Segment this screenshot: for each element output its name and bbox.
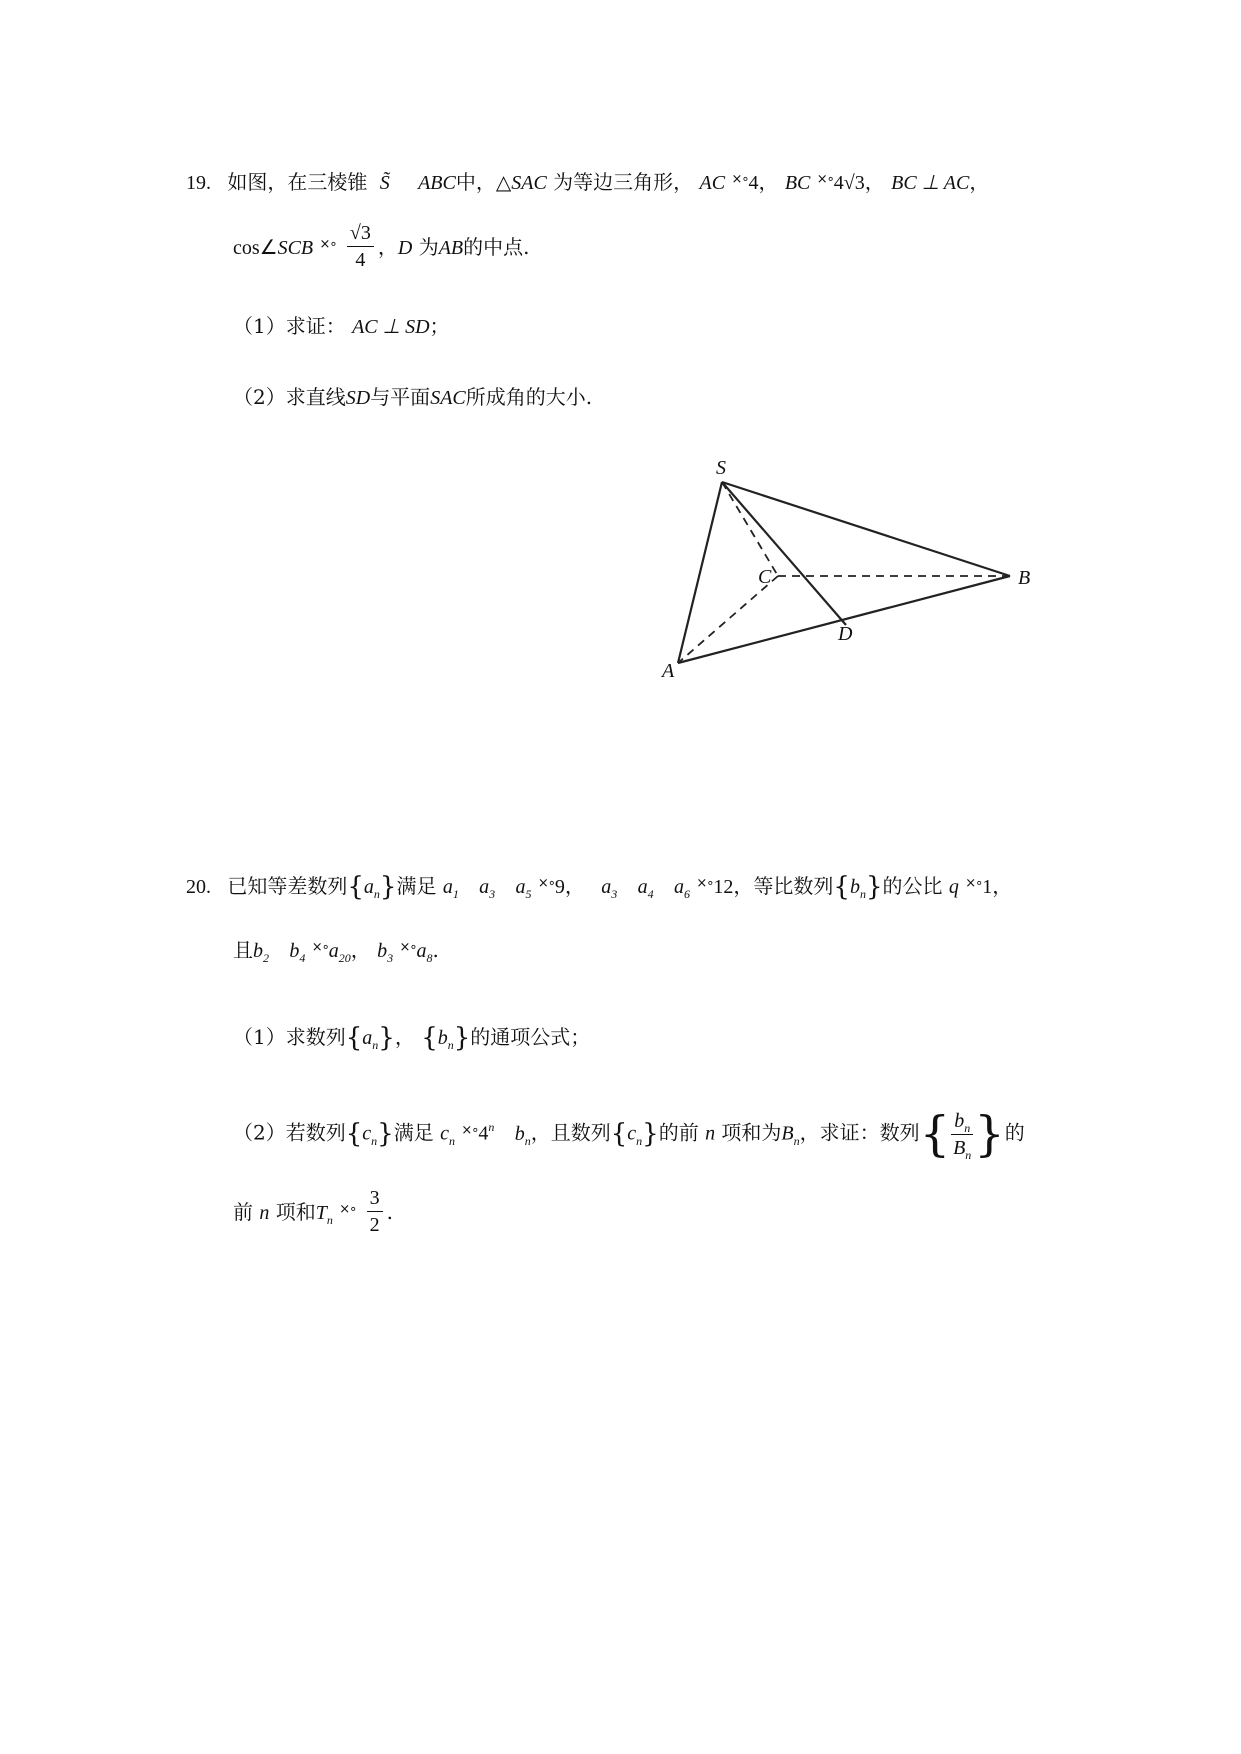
math-b: b bbox=[253, 940, 263, 962]
punct: . bbox=[432, 938, 439, 962]
q19-text: 如图，在三棱锥 bbox=[227, 170, 368, 194]
garbled-equals-glyph: ×∘ bbox=[696, 876, 714, 891]
q19-text: 与平面 bbox=[370, 385, 431, 409]
q20-text: 的通项公式； bbox=[470, 1025, 591, 1049]
part-label: （2）求直线 bbox=[233, 385, 346, 409]
garbled-equals-glyph: ×∘ bbox=[311, 940, 329, 955]
subscript: 8 bbox=[426, 951, 433, 965]
brace-open: { bbox=[345, 1118, 363, 1149]
brace-open: { bbox=[919, 1106, 951, 1162]
brace-close: } bbox=[865, 872, 883, 902]
math-a: a bbox=[362, 1027, 373, 1049]
math-BC: BC bbox=[784, 172, 811, 194]
subscript: n bbox=[964, 1120, 971, 1135]
math-b: b bbox=[514, 1122, 525, 1145]
punct: . bbox=[386, 1200, 393, 1224]
subscript: 6 bbox=[684, 887, 690, 901]
q20-part1 bbox=[233, 1023, 591, 1053]
math-value: 12 bbox=[713, 876, 734, 898]
math-a: a bbox=[442, 876, 453, 898]
q20-text: 的前 bbox=[658, 1120, 699, 1145]
q20-text: 满足 bbox=[393, 1120, 434, 1145]
part-label: （1）求数列 bbox=[233, 1025, 346, 1049]
math-c: c bbox=[362, 1122, 372, 1145]
garbled-equals-glyph: ×∘ bbox=[537, 876, 555, 891]
problem-number: 20. bbox=[186, 876, 211, 898]
subscript: n bbox=[793, 1133, 800, 1148]
math-expr: AC ⊥ SD bbox=[352, 316, 430, 338]
q19-text: 的中点. bbox=[463, 235, 530, 259]
edge-SB bbox=[722, 482, 1010, 576]
q20-line2 bbox=[233, 938, 439, 965]
q20-text: 项和 bbox=[275, 1200, 316, 1224]
math-value: 4 bbox=[478, 1122, 489, 1145]
subscript: 1 bbox=[452, 887, 459, 901]
math-q: q bbox=[948, 876, 959, 898]
part-label: （2）若数列 bbox=[233, 1120, 346, 1145]
math-b: b bbox=[377, 940, 388, 962]
q19-text: 中，△ bbox=[455, 170, 512, 194]
pyramid-figure bbox=[650, 458, 1070, 688]
q19-text: 所成角的大小. bbox=[465, 385, 593, 409]
label-D: D bbox=[838, 623, 853, 645]
math-ABC: ABC bbox=[418, 172, 456, 194]
label-C: C bbox=[758, 566, 772, 588]
subscript: n bbox=[524, 1133, 531, 1148]
subscript: 3 bbox=[611, 887, 618, 901]
fraction-numerator: √3 bbox=[347, 223, 374, 247]
subscript: n bbox=[372, 1038, 379, 1052]
brace-close: } bbox=[379, 872, 397, 902]
math-SAC: SAC bbox=[511, 172, 547, 194]
fraction-denominator: 4 bbox=[355, 249, 366, 271]
subscript: n bbox=[859, 887, 866, 901]
punct: ， bbox=[350, 938, 371, 962]
label-S: S bbox=[716, 458, 726, 479]
garbled-lessthan-glyph: ×∘ bbox=[339, 1202, 357, 1217]
math-value: 4 bbox=[748, 172, 759, 194]
punct: ， bbox=[377, 235, 398, 259]
math-value: 1 bbox=[982, 876, 993, 898]
fraction-numerator bbox=[951, 1111, 973, 1135]
punct: ， bbox=[394, 1025, 415, 1049]
math-b: b bbox=[289, 940, 300, 962]
subscript: n bbox=[373, 887, 380, 901]
punct: ， bbox=[969, 170, 990, 194]
edge-SA bbox=[678, 482, 722, 663]
math-cos: cos∠ bbox=[233, 237, 278, 259]
q20-part2 bbox=[233, 1106, 1025, 1162]
math-b: b bbox=[954, 1109, 965, 1132]
math-n: n bbox=[705, 1122, 716, 1145]
superscript: n bbox=[488, 1119, 495, 1134]
label-A: A bbox=[662, 660, 675, 682]
subscript: n bbox=[448, 1133, 455, 1148]
subscript: 3 bbox=[387, 951, 394, 965]
subscript: 4 bbox=[299, 951, 306, 965]
math-B: B bbox=[781, 1122, 794, 1145]
brace-close: } bbox=[642, 1118, 659, 1149]
math-c: c bbox=[627, 1122, 637, 1145]
q19-part1 bbox=[233, 316, 450, 337]
garbled-equals-glyph: ×∘ bbox=[731, 172, 749, 187]
math-c: c bbox=[440, 1122, 449, 1145]
math-S: S̃ bbox=[379, 172, 390, 194]
math-a: a bbox=[416, 940, 427, 962]
q20-text: 且 bbox=[233, 938, 253, 962]
label-B: B bbox=[1018, 567, 1031, 589]
punct: ； bbox=[429, 314, 450, 338]
problem-number: 19. bbox=[186, 172, 211, 194]
brace-close: } bbox=[453, 1023, 471, 1053]
brace-close: } bbox=[377, 1118, 394, 1149]
subscript: 2 bbox=[263, 951, 269, 965]
math-T: T bbox=[315, 1202, 327, 1224]
fraction bbox=[951, 1109, 973, 1162]
math-a: a bbox=[363, 876, 374, 898]
q20-text: ，且数列 bbox=[530, 1120, 611, 1145]
brace-open: { bbox=[345, 1023, 363, 1053]
subscript: n bbox=[636, 1133, 643, 1148]
subscript: 5 bbox=[525, 887, 532, 901]
q20-line1 bbox=[186, 872, 1013, 902]
math-AC: AC bbox=[699, 172, 726, 194]
edge-SD bbox=[722, 482, 846, 625]
math-AB: AB bbox=[438, 237, 464, 259]
math-value: 4√3 bbox=[833, 172, 865, 194]
brace-open: { bbox=[610, 1118, 628, 1149]
garbled-equals-glyph: ×∘ bbox=[816, 172, 834, 187]
q19-text: 为等边三角形， bbox=[553, 170, 694, 194]
subscript: n bbox=[326, 1213, 333, 1227]
punct: ， bbox=[864, 170, 885, 194]
subscript: n bbox=[447, 1038, 454, 1052]
punct: ， bbox=[758, 170, 779, 194]
q20-line5 bbox=[233, 1187, 393, 1237]
edge-SC-hidden bbox=[722, 482, 778, 576]
q19-line2 bbox=[233, 222, 530, 272]
math-SAC: SAC bbox=[430, 387, 466, 409]
part-label: （1）求证： bbox=[233, 314, 346, 338]
subscript: 4 bbox=[647, 887, 654, 901]
garbled-equals-glyph: ×∘ bbox=[461, 1122, 479, 1138]
q20-text: ，等比数列 bbox=[733, 874, 834, 898]
math-D: D bbox=[397, 237, 413, 259]
math-a: a bbox=[479, 876, 490, 898]
fraction-numerator: 3 bbox=[367, 1188, 383, 1212]
brace-close: } bbox=[378, 1023, 395, 1053]
q19-text: 为 bbox=[418, 235, 439, 259]
math-a: a bbox=[515, 876, 526, 898]
math-value: 9 bbox=[554, 876, 565, 898]
q19-part2 bbox=[233, 387, 592, 408]
fraction bbox=[367, 1188, 383, 1235]
q20-text: 项和为 bbox=[721, 1120, 782, 1145]
q20-text: 的公比 bbox=[882, 874, 943, 898]
edge-AB bbox=[678, 576, 1010, 663]
brace-close: } bbox=[974, 1106, 1005, 1162]
math-a: a bbox=[674, 876, 684, 898]
math-a: a bbox=[601, 876, 612, 898]
punct: ， bbox=[992, 874, 1013, 898]
subscript: n bbox=[965, 1147, 972, 1162]
q20-text: ，求证：数列 bbox=[799, 1120, 920, 1145]
q20-text: 的 bbox=[1004, 1120, 1025, 1145]
math-SD: SD bbox=[345, 387, 371, 409]
garbled-equals-glyph: ×∘ bbox=[965, 876, 983, 891]
fraction-denominator: 2 bbox=[369, 1214, 380, 1236]
punct: ， bbox=[564, 874, 585, 898]
q20-text: 满足 bbox=[396, 874, 437, 898]
garbled-equals-glyph: ×∘ bbox=[319, 237, 337, 252]
brace-open: { bbox=[833, 872, 850, 902]
brace-open: { bbox=[421, 1023, 438, 1053]
math-a: a bbox=[637, 876, 648, 898]
fraction bbox=[347, 223, 374, 270]
math-a: a bbox=[328, 940, 339, 962]
subscript: 20 bbox=[338, 951, 351, 965]
q20-text: 已知等差数列 bbox=[227, 874, 348, 898]
q19-line1 bbox=[186, 172, 989, 193]
brace-open: { bbox=[347, 872, 364, 902]
math-SCB: SCB bbox=[277, 237, 314, 259]
math-perp: BC ⊥ AC bbox=[891, 172, 970, 194]
subscript: 3 bbox=[489, 887, 496, 901]
fraction-denominator bbox=[951, 1135, 973, 1162]
q20-text: 前 bbox=[233, 1200, 253, 1224]
math-n: n bbox=[259, 1202, 270, 1224]
math-b: b bbox=[849, 876, 860, 898]
math-b: b bbox=[437, 1027, 448, 1049]
subscript: n bbox=[371, 1133, 378, 1148]
math-B: B bbox=[953, 1136, 966, 1159]
garbled-equals-glyph: ×∘ bbox=[399, 940, 417, 955]
